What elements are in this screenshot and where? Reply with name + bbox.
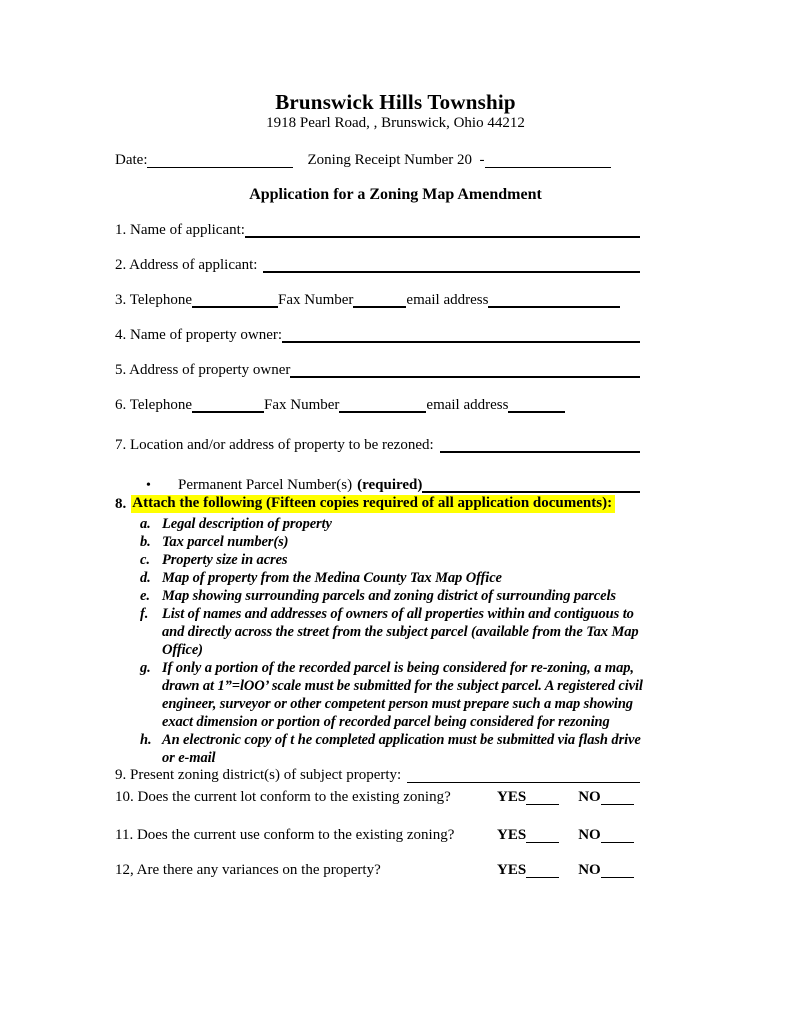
applicant-fax-label: Fax Number <box>278 292 354 308</box>
owner-email-field[interactable] <box>508 409 565 413</box>
applicant-name-field[interactable] <box>245 234 640 238</box>
use-conform-label: 11. Does the current use conform to the existing zoning? <box>115 827 455 843</box>
question-9-row <box>115 768 640 784</box>
date-field[interactable] <box>147 165 293 168</box>
question-10-row <box>115 790 640 806</box>
list-item-letter: a. <box>140 516 151 532</box>
date-receipt-row <box>115 152 640 169</box>
list-item-text: Map of property from the Medina County Tax Map Office <box>162 570 502 586</box>
list-item-letter: c. <box>140 552 150 568</box>
list-item-letter: h. <box>140 732 152 748</box>
q12-no-field[interactable] <box>601 875 634 878</box>
applicant-name-label: 1. Name of applicant: <box>115 222 245 238</box>
list-item-letter: b. <box>140 534 151 550</box>
date-label: Date: <box>115 152 148 168</box>
q11-no-label: NO <box>578 827 601 843</box>
present-zoning-field[interactable] <box>407 780 640 783</box>
q12-yes-label: YES <box>497 862 527 878</box>
rezone-location-field[interactable] <box>440 449 640 453</box>
question-4-row <box>115 328 640 344</box>
owner-address-label: 5. Address of property owner <box>115 362 291 378</box>
owner-telephone-label: 6. Telephone <box>115 397 192 413</box>
owner-name-field[interactable] <box>282 339 640 343</box>
question-12-row <box>115 863 640 879</box>
applicant-telephone-field[interactable] <box>192 304 278 308</box>
list-item-letter: f. <box>140 606 149 622</box>
q10-no-label: NO <box>578 789 601 805</box>
question-11-row <box>115 828 640 844</box>
applicant-telephone-label: 3. Telephone <box>115 292 192 308</box>
form-title: Application for a Zoning Map Amendment <box>249 186 542 203</box>
question-7-row <box>115 438 640 454</box>
applicant-address-label: 2. Address of applicant: <box>115 257 258 273</box>
parcel-number-label: Permanent Parcel Number(s) <box>178 477 353 493</box>
list-item <box>115 515 650 533</box>
q12-no-label: NO <box>578 862 601 878</box>
applicant-fax-field[interactable] <box>353 304 406 308</box>
list-item <box>115 569 650 587</box>
question-8-row <box>115 497 640 513</box>
variances-label: 12, Are there any variances on the property? <box>115 862 381 878</box>
question-3-row <box>115 293 640 309</box>
receipt-number-field[interactable] <box>485 165 611 168</box>
list-item-letter: d. <box>140 570 151 586</box>
bullet-icon: • <box>146 478 151 493</box>
q10-yes-field[interactable] <box>526 802 559 805</box>
applicant-email-field[interactable] <box>488 304 620 308</box>
list-item <box>115 551 650 569</box>
list-item-text: Property size in acres <box>162 552 288 568</box>
present-zoning-label: 9. Present zoning district(s) of subject property: <box>115 767 402 783</box>
question-5-row <box>115 363 640 379</box>
form-body <box>115 222 643 879</box>
list-item-text: Map showing surrounding parcels and zoning district of surrounding parcels <box>162 588 616 604</box>
receipt-label: Zoning Receipt Number 20 - <box>307 152 485 168</box>
list-item-text: Legal description of property <box>162 516 332 532</box>
rezone-location-label: 7. Location and/or address of property to be rezoned: <box>115 437 434 453</box>
org-address: 1918 Pearl Road, , Brunswick, Ohio 44212 <box>266 115 525 131</box>
owner-email-label: email address <box>426 397 509 413</box>
list-item <box>115 533 650 551</box>
lot-conform-label: 10. Does the current lot conform to the existing zoning? <box>115 789 451 805</box>
list-item <box>115 731 650 767</box>
parcel-number-row <box>115 478 640 494</box>
question-1-row <box>115 223 640 239</box>
q12-yes-field[interactable] <box>526 875 559 878</box>
q10-no-field[interactable] <box>601 802 634 805</box>
list-item-text: If only a portion of the recorded parcel is being considered for re-zoning, a map, drawn at 1”=lOO’ scale must be submitted for the subject parcel. A registered civil engineer, surveyor or other competent person must prepare such a map showing exact dimension or portion of recorded parcel being considered for rezoning <box>162 660 643 730</box>
question-8-number: 8. <box>115 496 127 512</box>
applicant-address-field[interactable] <box>263 269 640 273</box>
question-6-row <box>115 398 640 414</box>
list-item-text: List of names and addresses of owners of all properties within and contiguous to and directly across the street from the subject parcel (available from the Tax Map Office) <box>162 606 639 658</box>
attachment-list <box>115 515 643 767</box>
list-item-letter: e. <box>140 588 150 604</box>
list-item <box>115 587 650 605</box>
list-item <box>115 605 650 659</box>
owner-fax-field[interactable] <box>339 409 426 413</box>
parcel-required-label: (required) <box>357 477 423 493</box>
list-item <box>115 659 650 731</box>
q11-yes-label: YES <box>497 827 527 843</box>
owner-name-label: 4. Name of property owner: <box>115 327 283 343</box>
q11-no-field[interactable] <box>601 840 634 843</box>
applicant-email-label: email address <box>406 292 489 308</box>
list-item-text: Tax parcel number(s) <box>162 534 289 550</box>
list-item-letter: g. <box>140 660 151 676</box>
q11-yes-field[interactable] <box>526 840 559 843</box>
list-item-text: An electronic copy of t he completed application must be submitted via flash drive or e-mail <box>162 732 641 766</box>
parcel-number-field[interactable] <box>422 489 640 493</box>
question-2-row <box>115 258 640 274</box>
question-8-highlighted-label: Attach the following (Fifteen copies required of all application documents): <box>131 495 615 513</box>
q10-yes-label: YES <box>497 789 527 805</box>
owner-fax-label: Fax Number <box>264 397 340 413</box>
owner-telephone-field[interactable] <box>192 409 264 413</box>
owner-address-field[interactable] <box>290 374 640 378</box>
org-title: Brunswick Hills Township <box>275 90 516 114</box>
